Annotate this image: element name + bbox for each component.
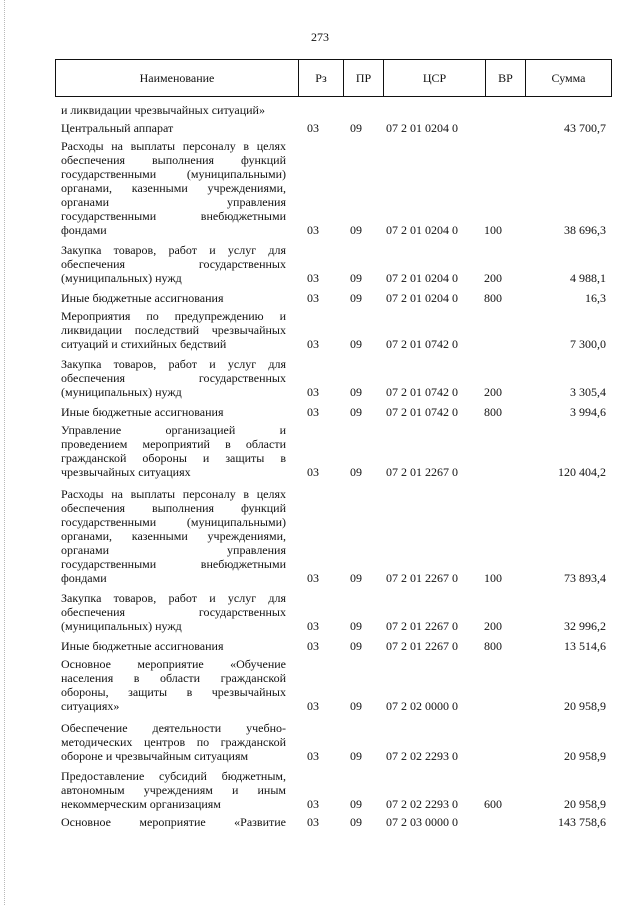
row-rz: 03 [307, 815, 319, 829]
row-name-line: органами, казенными учреждениями, [61, 181, 286, 195]
row-name [61, 721, 286, 763]
row-name-line: Основное мероприятие «Развитие [61, 815, 286, 829]
row-name-line: Расходы на выплаты персоналу в целях [61, 139, 286, 153]
row-name-line: Предоставление субсидий бюджетным, [61, 769, 286, 783]
row-vr: 800 [484, 291, 502, 305]
row-pr: 09 [350, 639, 362, 653]
table-row [0, 291, 640, 305]
row-name-line: обеспечения выполнения функций [61, 153, 286, 167]
row-sum: 43 700,7 [564, 121, 606, 135]
row-name-line: автономным учреждениям и иным [61, 783, 286, 797]
row-name [61, 121, 286, 135]
row-vr: 200 [484, 271, 502, 285]
column-header-csr: ЦСР [383, 60, 485, 96]
page-number: 273 [311, 30, 329, 44]
row-pr: 09 [350, 385, 362, 399]
row-name-line: обороне и чрезвычайным ситуациям [61, 749, 249, 763]
row-name [61, 357, 286, 399]
row-name-line: чрезвычайных ситуациях [61, 465, 191, 479]
row-name [61, 591, 286, 633]
row-csr: 07 2 01 2267 0 [386, 639, 458, 653]
row-pr: 09 [350, 405, 362, 419]
row-name-line: государственными внебюджетными [61, 209, 286, 223]
row-name-line: Иные бюджетные ассигнования [61, 405, 224, 419]
row-name [61, 291, 286, 305]
row-sum: 4 988,1 [570, 271, 606, 285]
row-csr: 07 2 01 0204 0 [386, 223, 458, 237]
row-sum: 120 404,2 [558, 465, 606, 479]
table-row [0, 243, 640, 285]
row-csr: 07 2 01 0204 0 [386, 271, 458, 285]
row-rz: 03 [307, 619, 319, 633]
table-header [55, 59, 612, 97]
table-row [0, 815, 640, 829]
row-pr: 09 [350, 465, 362, 479]
row-sum: 32 996,2 [564, 619, 606, 633]
table-row [0, 121, 640, 135]
row-name-line: Закупка товаров, работ и услуг для [61, 243, 286, 257]
table-row [0, 721, 640, 763]
row-name-line: Закупка товаров, работ и услуг для [61, 357, 286, 371]
row-name-line: ситуациях» [61, 699, 120, 713]
row-pr: 09 [350, 571, 362, 585]
column-header-pr: ПР [343, 60, 383, 96]
row-rz: 03 [307, 465, 319, 479]
table-row [0, 487, 640, 585]
row-csr: 07 2 01 2267 0 [386, 619, 458, 633]
row-csr: 07 2 01 2267 0 [386, 571, 458, 585]
row-name-line: Обеспечение деятельности учебно- [61, 721, 286, 735]
row-vr: 800 [484, 405, 502, 419]
row-name-line: гражданской обороны и защиты в [61, 451, 286, 465]
row-sum: 3 305,4 [570, 385, 606, 399]
row-rz: 03 [307, 385, 319, 399]
row-name-line: органами управления [61, 543, 286, 557]
row-csr: 07 2 01 0742 0 [386, 405, 458, 419]
row-sum: 20 958,9 [564, 797, 606, 811]
row-name-line: Мероприятия по предупреждению и [61, 309, 286, 323]
row-name-line: органами управления [61, 195, 286, 209]
row-vr: 800 [484, 639, 502, 653]
row-name [61, 769, 286, 811]
row-name-line: Центральный аппарат [61, 121, 174, 135]
row-name [61, 405, 286, 419]
row-rz: 03 [307, 749, 319, 763]
row-vr: 100 [484, 571, 502, 585]
row-name-line: фондами [61, 571, 107, 585]
row-sum: 20 958,9 [564, 699, 606, 713]
row-vr: 600 [484, 797, 502, 811]
row-vr: 200 [484, 619, 502, 633]
row-pr: 09 [350, 223, 362, 237]
row-csr: 07 2 02 2293 0 [386, 749, 458, 763]
row-pr: 09 [350, 797, 362, 811]
row-name-line: государственными внебюджетными [61, 557, 286, 571]
row-name-line: фондами [61, 223, 107, 237]
row-pr: 09 [350, 337, 362, 351]
table-row [0, 423, 640, 479]
column-header-rz: Рз [298, 60, 343, 96]
row-name [61, 487, 286, 585]
row-name-line: Расходы на выплаты персоналу в целях [61, 487, 286, 501]
row-csr: 07 2 01 2267 0 [386, 465, 458, 479]
row-name [61, 423, 286, 479]
row-name [61, 103, 286, 117]
row-csr: 07 2 01 0204 0 [386, 291, 458, 305]
row-sum: 143 758,6 [558, 815, 606, 829]
row-pr: 09 [350, 815, 362, 829]
row-csr: 07 2 02 0000 0 [386, 699, 458, 713]
table-row [0, 639, 640, 653]
row-name-line: населения в области гражданской [61, 671, 286, 685]
row-rz: 03 [307, 223, 319, 237]
table-row [0, 139, 640, 237]
row-rz: 03 [307, 291, 319, 305]
row-csr: 07 2 01 0204 0 [386, 121, 458, 135]
row-name-line: проведением мероприятий в области [61, 437, 286, 451]
row-name [61, 657, 286, 713]
row-name-line: некоммерческим организациям [61, 797, 221, 811]
row-rz: 03 [307, 121, 319, 135]
row-name-line: и ликвидации чрезвычайных ситуаций» [61, 103, 265, 117]
row-pr: 09 [350, 619, 362, 633]
table-row [0, 657, 640, 713]
row-sum: 3 994,6 [570, 405, 606, 419]
row-sum: 16,3 [585, 291, 606, 305]
row-sum: 7 300,0 [570, 337, 606, 351]
row-pr: 09 [350, 291, 362, 305]
row-pr: 09 [350, 121, 362, 135]
row-name [61, 815, 286, 829]
row-vr: 100 [484, 223, 502, 237]
row-name [61, 309, 286, 351]
row-rz: 03 [307, 699, 319, 713]
row-name-line: органами, казенными учреждениями, [61, 529, 286, 543]
row-sum: 20 958,9 [564, 749, 606, 763]
row-pr: 09 [350, 271, 362, 285]
row-name-line: (муниципальных) нужд [61, 619, 182, 633]
row-name-line: методических центров по гражданской [61, 735, 286, 749]
row-name-line: государственными (муниципальными) [61, 167, 286, 181]
table-row [0, 357, 640, 399]
row-pr: 09 [350, 699, 362, 713]
row-csr: 07 2 03 0000 0 [386, 815, 458, 829]
row-name-line: (муниципальных) нужд [61, 271, 182, 285]
row-pr: 09 [350, 749, 362, 763]
table-row [0, 591, 640, 633]
row-rz: 03 [307, 271, 319, 285]
row-name-line: (муниципальных) нужд [61, 385, 182, 399]
row-name-line: обеспечения государственных [61, 257, 286, 271]
row-csr: 07 2 02 2293 0 [386, 797, 458, 811]
row-csr: 07 2 01 0742 0 [386, 385, 458, 399]
row-name-line: Иные бюджетные ассигнования [61, 291, 224, 305]
row-rz: 03 [307, 639, 319, 653]
row-name [61, 139, 286, 237]
row-name [61, 243, 286, 285]
row-sum: 13 514,6 [564, 639, 606, 653]
row-name-line: государственными (муниципальными) [61, 515, 286, 529]
table-row [0, 769, 640, 811]
row-name-line: обеспечения выполнения функций [61, 501, 286, 515]
row-name-line: обеспечения государственных [61, 605, 286, 619]
table-row [0, 405, 640, 419]
row-name-line: Управление организацией и [61, 423, 286, 437]
row-vr: 200 [484, 385, 502, 399]
row-name [61, 639, 286, 653]
row-name-line: обеспечения государственных [61, 371, 286, 385]
row-name-line: Закупка товаров, работ и услуг для [61, 591, 286, 605]
row-sum: 38 696,3 [564, 223, 606, 237]
row-name-line: Основное мероприятие «Обучение [61, 657, 286, 671]
row-rz: 03 [307, 797, 319, 811]
row-rz: 03 [307, 571, 319, 585]
row-csr: 07 2 01 0742 0 [386, 337, 458, 351]
row-name-line: ликвидации последствий чрезвычайных [61, 323, 286, 337]
table-row [0, 309, 640, 351]
row-name-line: обороны, защиты в чрезвычайных [61, 685, 286, 699]
table-row [0, 103, 640, 117]
row-rz: 03 [307, 337, 319, 351]
row-name-line: ситуаций и стихийных бедствий [61, 337, 227, 351]
column-header-sum: Сумма [525, 60, 611, 96]
column-header-vr: ВР [485, 60, 525, 96]
row-sum: 73 893,4 [564, 571, 606, 585]
column-header-name: Наименование [139, 71, 215, 85]
row-rz: 03 [307, 405, 319, 419]
row-name-line: Иные бюджетные ассигнования [61, 639, 224, 653]
